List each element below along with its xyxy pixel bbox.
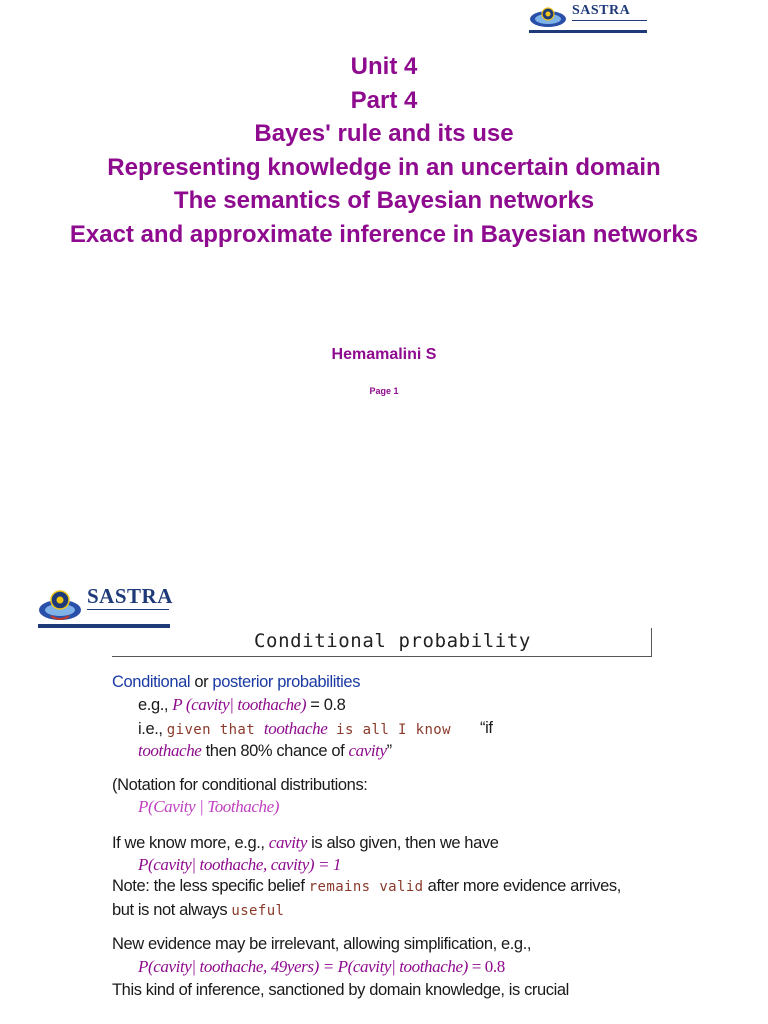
highlight-text: remains valid [308, 879, 424, 895]
text-line [112, 877, 621, 896]
logo-underline [87, 609, 169, 610]
math-expression: toothache [263, 719, 328, 738]
math-expression: toothache [138, 741, 202, 760]
text-line [138, 741, 392, 761]
text-span: after more evidence arrives, [423, 877, 621, 895]
title-line: Exact and approximate inference in Bayesian networks [69, 220, 699, 248]
text-span: but is not always [112, 901, 232, 919]
math-expression: cavity [268, 833, 307, 852]
text-line: This kind of inference, sanctioned by domain knowledge, is crucial [112, 981, 569, 999]
text-span: Note: the less specific belief [112, 877, 309, 895]
text-span: = 0.8 [306, 696, 346, 714]
math-expression: = 0.8 [467, 957, 505, 976]
text-span: “if [480, 719, 493, 737]
highlight-text: given that [166, 722, 264, 738]
text-span: i.e., [138, 720, 167, 738]
math-expression: P(cavity| toothache, cavity) = 1 [138, 855, 342, 874]
highlight-text: useful [231, 903, 285, 919]
term-conditional: Conditional [112, 673, 191, 691]
text-span: is also given, then we have [306, 834, 499, 852]
math-expression: P(Cavity | Toothache) [138, 797, 280, 816]
math-expression: P (cavity| toothache) [172, 695, 307, 714]
math-expression: cavity [348, 741, 387, 760]
page-number: Page 1 [369, 386, 399, 396]
slide-1-title [0, 50, 768, 251]
sastra-emblem-icon [529, 5, 567, 31]
logo-underline [572, 20, 647, 21]
math-expression: P(cavity| toothache, 49yers) = P(cavity| toothache) [138, 957, 468, 976]
text-span: or [190, 673, 213, 691]
text-line: (Notation for conditional distributions: [112, 776, 368, 794]
logo-wordmark: SASTRA [87, 584, 173, 608]
sastra-emblem-icon [38, 586, 82, 624]
title-line: Bayes' rule and its use [254, 120, 514, 147]
highlight-text: is all I know [327, 722, 451, 738]
sastra-logo [529, 3, 647, 33]
term-posterior: posterior probabilities [212, 673, 361, 691]
text-line [138, 695, 345, 715]
title-line: Unit 4 [350, 53, 418, 80]
text-span: ” [386, 742, 392, 760]
title-line: The semantics of Bayesian networks [173, 187, 595, 214]
logo-wordmark: SASTRA [572, 3, 631, 18]
slide-title: Conditional probability [254, 630, 531, 652]
text-span: If we know more, e.g., [112, 834, 269, 852]
sastra-logo [38, 584, 173, 629]
logo-band [529, 30, 647, 33]
text-line [112, 901, 284, 920]
text-span: then 80% chance of [201, 742, 349, 760]
title-line: Representing knowledge in an uncertain domain [107, 153, 661, 181]
title-line: Part 4 [350, 86, 418, 114]
text-line [112, 673, 360, 692]
text-line [112, 833, 499, 853]
text-line [138, 957, 505, 977]
text-line: New evidence may be irrelevant, allowing simplification, e.g., [112, 935, 532, 953]
author-name: Hemamalini S [331, 346, 437, 363]
text-line [138, 719, 451, 739]
text-span: e.g., [138, 696, 173, 714]
